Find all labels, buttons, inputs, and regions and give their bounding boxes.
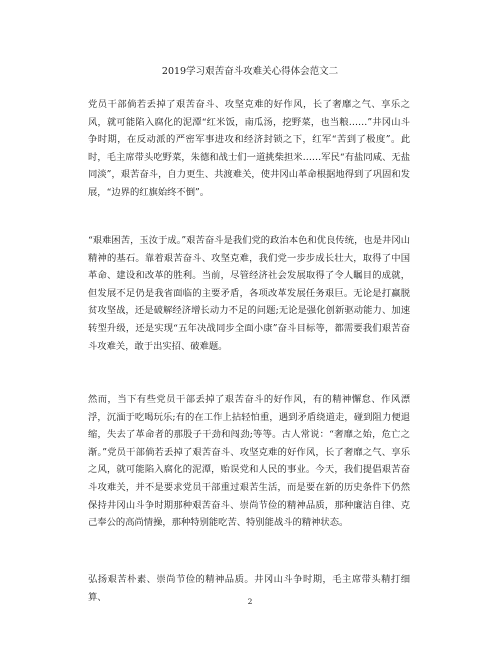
paragraph-1: 党员干部倘若丢掉了艰苦奋斗、攻坚克难的好作风，长了奢靡之气、享乐之风，就可能陷入腐化的泥潭“红米饭，南瓜汤，挖野菜，也当粮……”井冈山斗争时期，在反动派的严密军事进攻和经济封锁之下，红军“苦到了极度”。此时，毛主席带头吃野菜，朱德和战士们一道挑柴担米……军民“有盐同咸、无盐同淡”，艰苦奋斗，自力更生、共渡难关，使井冈山革命根据地得到了巩固和发展，“边界的红旗始终不倒”。 [88,99,410,198]
document-title: 2019学习艰苦奋斗攻难关心得体会范文二 [161,66,339,77]
paragraph-2: “艰难困苦，玉汝于成。”艰苦奋斗是我们党的政治本色和优良传统，也是井冈山精神的基石。靠着艰苦奋斗、攻坚克难，我们党一步步成长壮大，取得了中国革命、建设和改革的胜利。当前，尽管经济社会发展取得了令人瞩目的成就，但发展不足仍是我省面临的主要矛盾，各项改革发展任务艰巨。无论是打赢脱贫攻坚战，还是破解经济增长动力不足的问题;无论是强化创新驱动能力、加速转型升级，还是实现“五年决战同步全面小康”奋斗目标等，都需要我们艰苦奋斗攻难关，敢于出实招、破难题。 [88,235,410,352]
paragraph-4: 弘扬艰苦朴素、崇尚节俭的精神品质。井冈山斗争时期，毛主席带头精打细算、 [88,574,410,603]
page-number: 2 [247,597,253,606]
paragraph-3: 然而，当下有些党员干部丢掉了艰苦奋斗的好作风，有的精神懈怠、作风漂浮，沉湎于吃喝玩乐;有的在工作上拈轻怕重，遇到矛盾绕道走，碰到阻力便退缩，失去了革命者的那股子干劲和闯劲;等等。古人常说：“奢靡之始，危亡之渐。”党员干部倘若丢掉了艰苦奋斗、攻坚克难的好作风，长了奢靡之气、享乐之风，就可能陷入腐化的泥潭，贻误党和人民的事业。今天，我们提倡艰苦奋斗攻难关，并不是要求党员干部重过艰苦生活，而是要在新的历史条件下仍然保持井冈山斗争时期那种艰苦奋斗、崇尚节俭的精神品质，那种廉洁自律、克己奉公的高尚情操，那种特别能吃苦、特别能战斗的精神状态。 [88,394,410,529]
